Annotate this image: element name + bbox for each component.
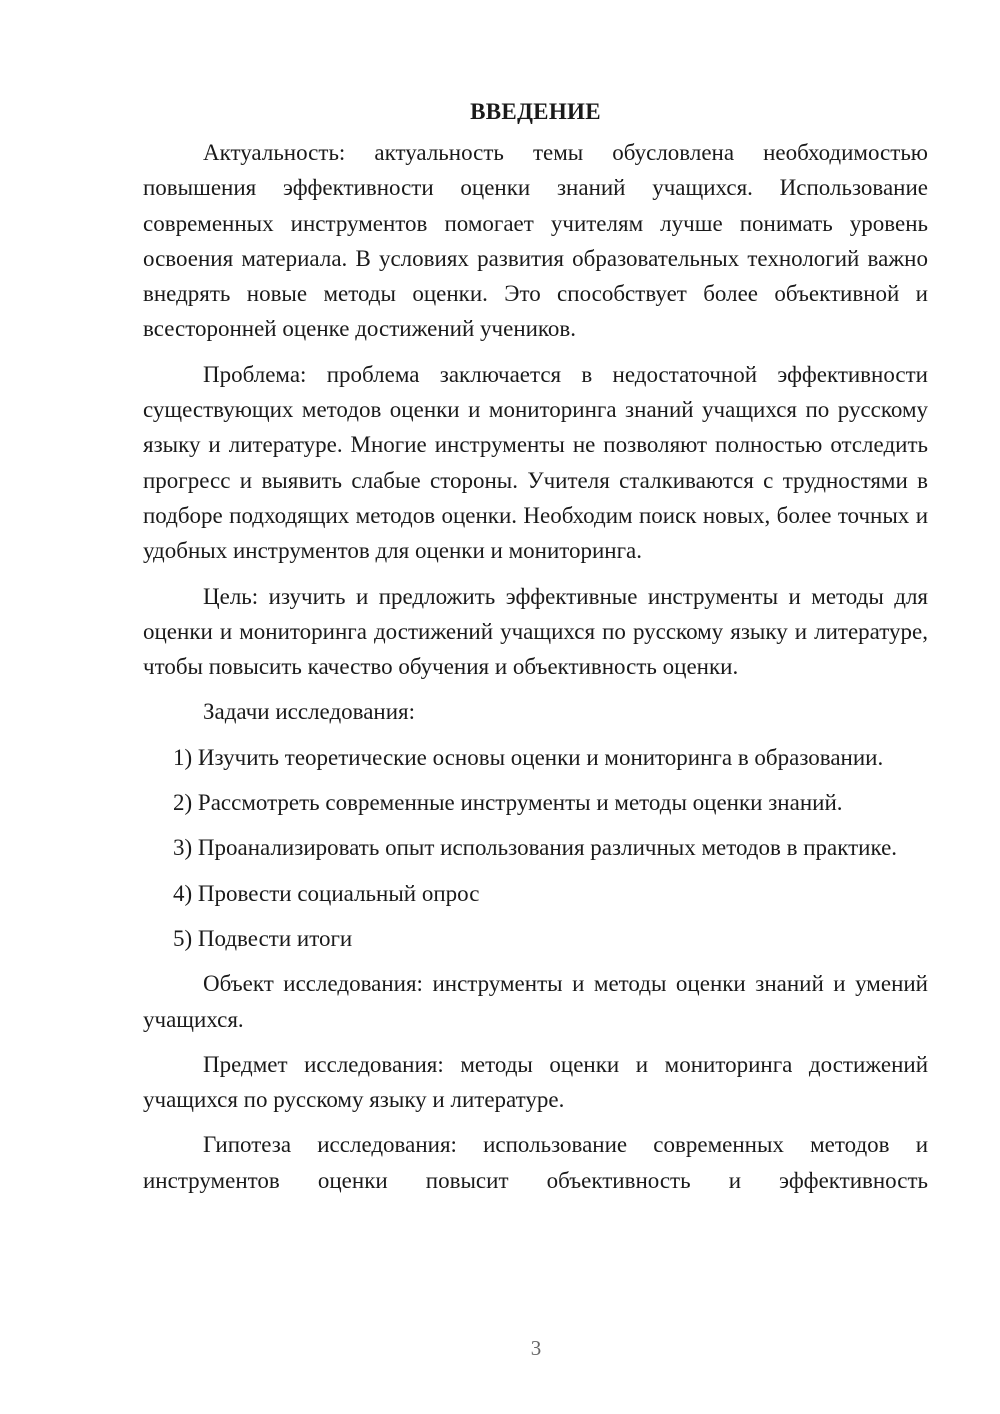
paragraph-hypothesis: Гипотеза исследования: использование современных методов и инструментов оценки повысит объективность и эффективность: [143, 1132, 928, 1193]
task-item-1: 1) Изучить теоретические основы оценки и мониторинга в образовании.: [173, 744, 884, 770]
page-number: 3: [530, 1336, 542, 1360]
paragraph-relevance: Актуальность: актуальность темы обусловлена необходимостью повышения эффективности оценки знаний учащихся. Использование современных инструментов помогает учителям лучше понимать уровень освоения материала. В условиях развития образовательных технологий важно внедрять новые методы оценки. Это способствует более объективной и всесторонней оценке достижений учеников.: [143, 140, 928, 342]
paragraph-problem: Проблема: проблема заключается в недостаточной эффективности существующих методов оценки и мониторинга знаний учащихся по русскому языку и литературе. Многие инструменты не позволяют полностью отследить прогресс и выявить слабые стороны. Учителя сталкиваются с трудностями в подборе подходящих методов оценки. Необходим поиск новых, более точных и удобных инструментов для оценки и мониторинга.: [143, 361, 928, 564]
paragraph-object: Объект исследования: инструменты и методы оценки знаний и умений учащихся.: [143, 971, 928, 1032]
page-content: [143, 95, 928, 1198]
paragraph-goal: Цель: изучить и предложить эффективные инструменты и методы для оценки и мониторинга достижений учащихся по русскому языку и литературе, чтобы повысить качество обучения и объективность оценки.: [143, 583, 928, 680]
task-item-3: 3) Проанализировать опыт использования различных методов в практике.: [173, 835, 898, 861]
task-item-5: 5) Подвести итоги: [173, 925, 353, 951]
task-item-4: 4) Провести социальный опрос: [173, 880, 480, 906]
tasks-title: Задачи исследования:: [203, 699, 416, 725]
paragraph-subject: Предмет исследования: методы оценки и мониторинга достижений учащихся по русскому языку и литературе.: [143, 1051, 928, 1113]
task-item-2: 2) Рассмотреть современные инструменты и методы оценки знаний.: [173, 790, 843, 816]
section-heading: ВВЕДЕНИЕ: [470, 99, 601, 124]
